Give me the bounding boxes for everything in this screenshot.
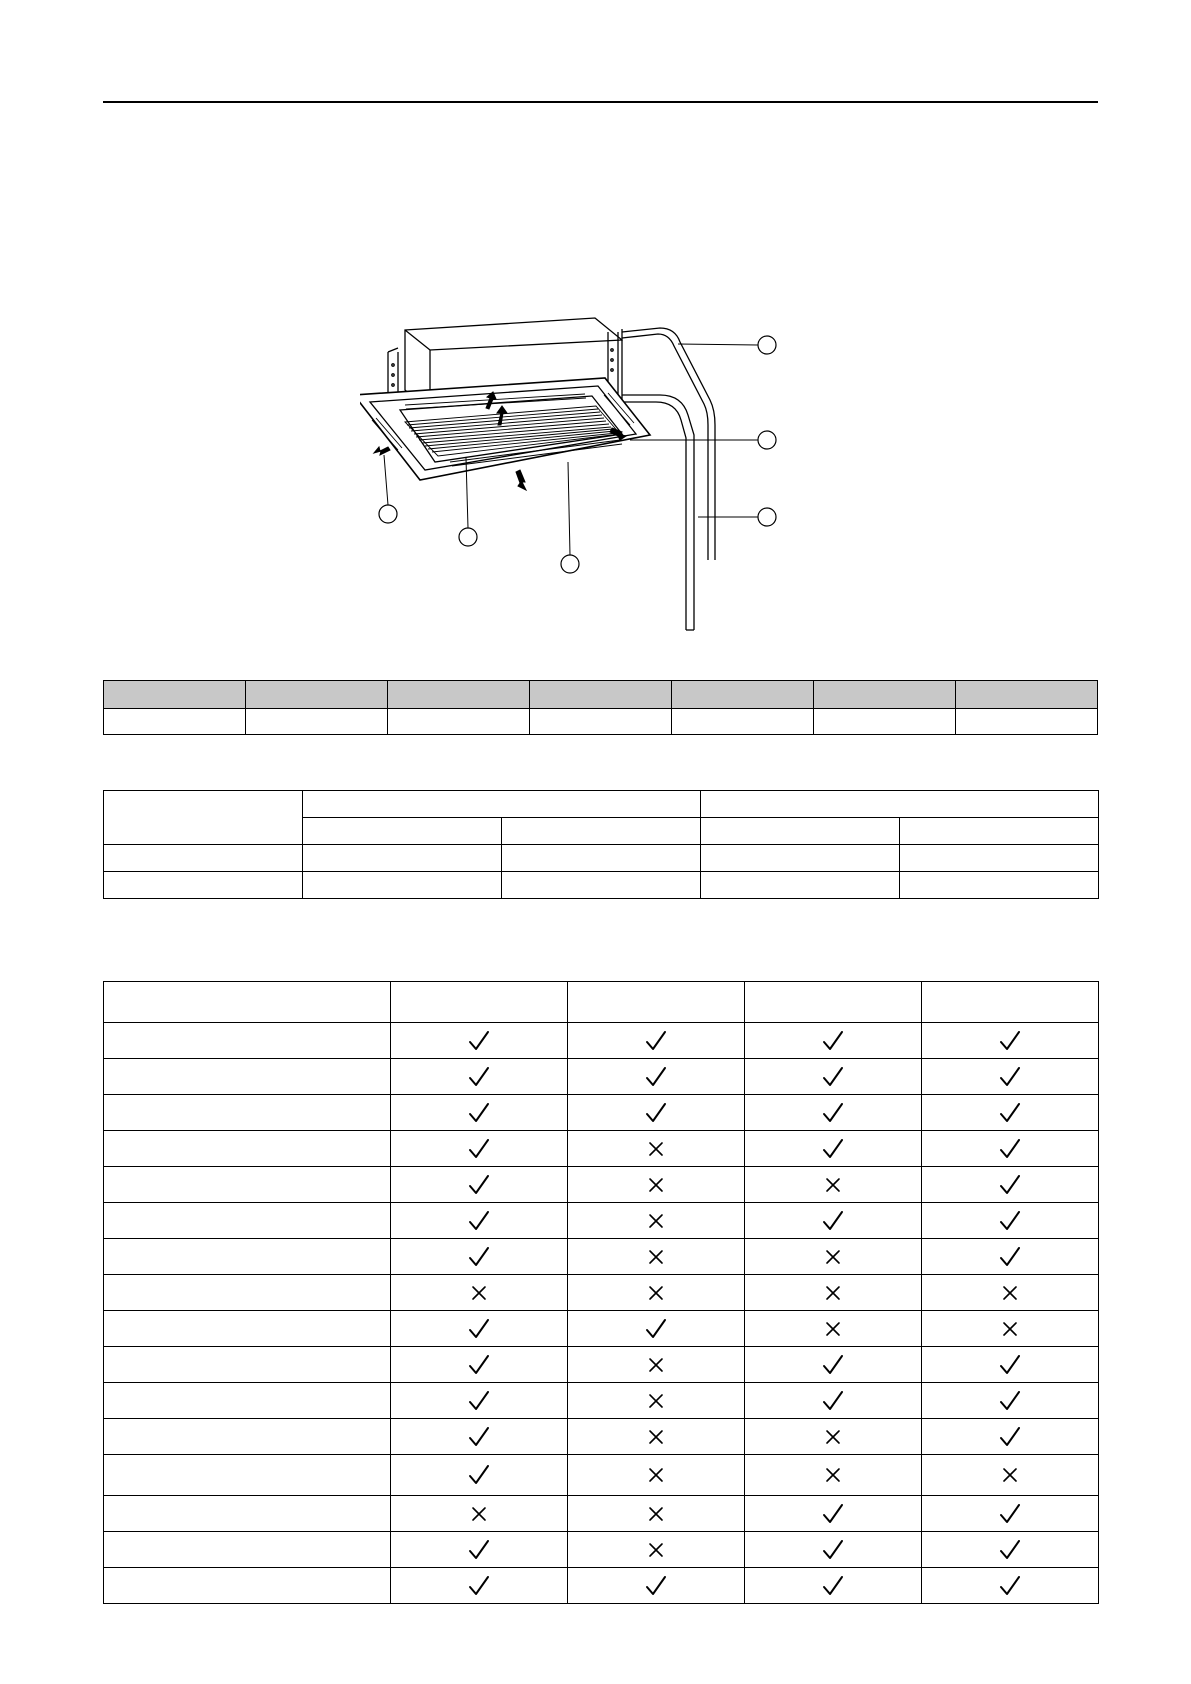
spec-header-cell	[246, 681, 388, 709]
check-cell	[745, 1131, 922, 1167]
cross-icon	[824, 1466, 842, 1484]
check-cell	[568, 1059, 745, 1095]
check-cell	[922, 1023, 1099, 1059]
cross-icon	[647, 1248, 665, 1266]
check-icon	[999, 1575, 1021, 1597]
check-cell	[745, 1532, 922, 1568]
check-icon	[468, 1102, 490, 1124]
check-icon	[999, 1354, 1021, 1376]
dimension-sub-cell	[303, 818, 502, 845]
check-icon	[822, 1030, 844, 1052]
check-icon	[468, 1464, 490, 1486]
callout-3	[758, 508, 776, 526]
check-cell	[391, 1203, 568, 1239]
check-cell	[745, 1568, 922, 1604]
spec-cell	[246, 709, 388, 735]
feature-header-cell	[104, 982, 391, 1023]
feature-row-label	[104, 1419, 391, 1455]
cross-cell	[568, 1239, 745, 1275]
check-cell	[922, 1347, 1099, 1383]
check-cell	[922, 1095, 1099, 1131]
spec-header-cell	[672, 681, 814, 709]
front-panel	[360, 378, 650, 480]
check-cell	[922, 1532, 1099, 1568]
check-icon	[645, 1575, 667, 1597]
cross-cell	[745, 1311, 922, 1347]
check-cell	[568, 1023, 745, 1059]
check-cell	[745, 1203, 922, 1239]
check-cell	[922, 1203, 1099, 1239]
check-icon	[999, 1246, 1021, 1268]
cross-cell	[568, 1455, 745, 1496]
cross-cell	[745, 1455, 922, 1496]
feature-table-row	[104, 1023, 1099, 1059]
check-icon	[468, 1390, 490, 1412]
check-cell	[745, 1095, 922, 1131]
dimension-table-row	[104, 872, 1099, 899]
dimension-table-row	[104, 845, 1099, 872]
check-icon	[645, 1030, 667, 1052]
check-icon	[999, 1102, 1021, 1124]
feature-row-label	[104, 1496, 391, 1532]
cross-cell	[745, 1167, 922, 1203]
feature-row-label	[104, 1532, 391, 1568]
feature-table-row	[104, 1275, 1099, 1311]
feature-table-row	[104, 1203, 1099, 1239]
callout-6	[561, 555, 579, 573]
cross-cell	[568, 1383, 745, 1419]
cross-cell	[745, 1239, 922, 1275]
feature-row-label	[104, 1455, 391, 1496]
dimension-sub-cell	[502, 818, 701, 845]
check-cell	[391, 1455, 568, 1496]
feature-row-label	[104, 1347, 391, 1383]
spec-header-cell	[104, 681, 246, 709]
spec-cell	[388, 709, 530, 735]
dimension-table-group-header	[104, 791, 1099, 818]
check-cell	[391, 1239, 568, 1275]
cross-icon	[647, 1466, 665, 1484]
check-cell	[922, 1568, 1099, 1604]
check-cell	[745, 1059, 922, 1095]
feature-table-row	[104, 1383, 1099, 1419]
cross-icon	[647, 1392, 665, 1410]
check-cell	[922, 1383, 1099, 1419]
check-cell	[922, 1496, 1099, 1532]
cross-cell	[922, 1275, 1099, 1311]
cross-icon	[824, 1248, 842, 1266]
feature-table-row	[104, 1239, 1099, 1275]
check-cell	[391, 1568, 568, 1604]
cross-cell	[568, 1347, 745, 1383]
dimension-table	[103, 790, 1099, 899]
check-icon	[468, 1138, 490, 1160]
cross-cell	[391, 1275, 568, 1311]
feature-row-label	[104, 1275, 391, 1311]
check-icon	[822, 1354, 844, 1376]
cross-icon	[647, 1505, 665, 1523]
feature-header-cell	[922, 982, 1099, 1023]
feature-row-label	[104, 1095, 391, 1131]
check-cell	[745, 1347, 922, 1383]
check-icon	[468, 1354, 490, 1376]
feature-header-cell	[568, 982, 745, 1023]
dimension-sub-cell	[701, 818, 900, 845]
cross-icon	[470, 1505, 488, 1523]
dimension-cell	[104, 845, 303, 872]
check-icon	[999, 1539, 1021, 1561]
spec-table-header	[104, 681, 1098, 709]
cross-icon	[647, 1212, 665, 1230]
feature-table-row	[104, 1311, 1099, 1347]
check-icon	[468, 1575, 490, 1597]
check-icon	[822, 1539, 844, 1561]
check-cell	[391, 1131, 568, 1167]
cross-icon	[824, 1428, 842, 1446]
feature-table-row	[104, 1455, 1099, 1496]
check-icon	[999, 1030, 1021, 1052]
feature-row-label	[104, 1203, 391, 1239]
spec-cell	[956, 709, 1098, 735]
spec-header-cell	[530, 681, 672, 709]
check-icon	[468, 1030, 490, 1052]
feature-row-label	[104, 1167, 391, 1203]
callout-5	[459, 528, 477, 546]
feature-table-row	[104, 1059, 1099, 1095]
check-cell	[391, 1419, 568, 1455]
callout-1	[758, 336, 776, 354]
check-cell	[745, 1383, 922, 1419]
check-icon	[645, 1066, 667, 1088]
spec-table	[103, 680, 1098, 735]
cross-icon	[647, 1541, 665, 1559]
callout-2	[758, 431, 776, 449]
cross-cell	[568, 1275, 745, 1311]
check-cell	[922, 1167, 1099, 1203]
check-icon	[999, 1503, 1021, 1525]
check-cell	[922, 1131, 1099, 1167]
dimension-sub-cell	[900, 818, 1099, 845]
dimension-cell	[900, 845, 1099, 872]
spec-header-cell	[388, 681, 530, 709]
feature-table-row	[104, 1131, 1099, 1167]
check-icon	[822, 1138, 844, 1160]
check-cell	[568, 1311, 745, 1347]
check-cell	[568, 1095, 745, 1131]
cross-cell	[568, 1419, 745, 1455]
check-icon	[468, 1066, 490, 1088]
check-icon	[999, 1390, 1021, 1412]
check-icon	[468, 1210, 490, 1232]
cross-icon	[1001, 1320, 1019, 1338]
check-cell	[922, 1239, 1099, 1275]
cross-cell	[568, 1167, 745, 1203]
cross-cell	[568, 1203, 745, 1239]
spec-table-row	[104, 709, 1098, 735]
check-icon	[822, 1575, 844, 1597]
spec-cell	[814, 709, 956, 735]
cross-icon	[647, 1140, 665, 1158]
feature-table-row	[104, 1347, 1099, 1383]
check-cell	[391, 1383, 568, 1419]
spec-cell	[530, 709, 672, 735]
check-cell	[391, 1311, 568, 1347]
cross-icon	[824, 1320, 842, 1338]
spec-cell	[672, 709, 814, 735]
cross-cell	[922, 1455, 1099, 1496]
check-icon	[822, 1390, 844, 1412]
feature-row-label	[104, 1131, 391, 1167]
dimension-group-cell	[701, 791, 1099, 818]
check-icon	[999, 1426, 1021, 1448]
cross-cell	[568, 1532, 745, 1568]
cross-icon	[470, 1284, 488, 1302]
check-icon	[822, 1102, 844, 1124]
cross-cell	[391, 1496, 568, 1532]
cross-cell	[568, 1131, 745, 1167]
feature-table-row	[104, 1419, 1099, 1455]
check-icon	[822, 1210, 844, 1232]
dimension-corner-cell	[104, 791, 303, 845]
cross-icon	[647, 1356, 665, 1374]
feature-row-label	[104, 1059, 391, 1095]
refrigerant-pipe	[622, 328, 715, 560]
check-icon	[822, 1066, 844, 1088]
check-icon	[999, 1138, 1021, 1160]
check-cell	[391, 1095, 568, 1131]
check-cell	[922, 1419, 1099, 1455]
cross-icon	[1001, 1284, 1019, 1302]
dimension-cell	[701, 845, 900, 872]
cross-icon	[647, 1176, 665, 1194]
callout-4	[379, 505, 397, 523]
feature-table-row	[104, 1532, 1099, 1568]
spec-header-cell	[814, 681, 956, 709]
feature-table-row	[104, 1568, 1099, 1604]
check-icon	[468, 1426, 490, 1448]
feature-row-label	[104, 1239, 391, 1275]
dimension-cell	[900, 872, 1099, 899]
dimension-cell	[303, 872, 502, 899]
cross-icon	[647, 1284, 665, 1302]
feature-row-label	[104, 1023, 391, 1059]
check-icon	[999, 1174, 1021, 1196]
dimension-cell	[701, 872, 900, 899]
check-cell	[391, 1167, 568, 1203]
dimension-cell	[104, 872, 303, 899]
check-icon	[645, 1318, 667, 1340]
feature-row-label	[104, 1311, 391, 1347]
feature-table-row	[104, 1095, 1099, 1131]
dimension-cell	[303, 845, 502, 872]
check-icon	[468, 1174, 490, 1196]
cross-icon	[824, 1176, 842, 1194]
check-cell	[391, 1532, 568, 1568]
cross-cell	[922, 1311, 1099, 1347]
check-cell	[745, 1023, 922, 1059]
check-cell	[745, 1496, 922, 1532]
check-cell	[391, 1023, 568, 1059]
check-icon	[999, 1066, 1021, 1088]
dimension-group-cell	[303, 791, 701, 818]
check-icon	[468, 1539, 490, 1561]
header-rule	[103, 101, 1098, 103]
check-cell	[568, 1568, 745, 1604]
dimension-cell	[502, 845, 701, 872]
feature-table-row	[104, 1167, 1099, 1203]
cross-cell	[568, 1496, 745, 1532]
cross-icon	[824, 1284, 842, 1302]
cross-icon	[647, 1428, 665, 1446]
cross-cell	[745, 1419, 922, 1455]
spec-cell	[104, 709, 246, 735]
check-cell	[922, 1059, 1099, 1095]
spec-header-cell	[956, 681, 1098, 709]
check-icon	[822, 1503, 844, 1525]
check-cell	[391, 1347, 568, 1383]
feature-table	[103, 981, 1099, 1604]
feature-table-row	[104, 1496, 1099, 1532]
check-icon	[468, 1318, 490, 1340]
check-icon	[468, 1246, 490, 1268]
cross-cell	[745, 1275, 922, 1311]
check-cell	[391, 1059, 568, 1095]
feature-row-label	[104, 1568, 391, 1604]
feature-row-label	[104, 1383, 391, 1419]
cassette-unit-diagram	[360, 310, 860, 650]
cross-icon	[1001, 1466, 1019, 1484]
check-icon	[645, 1102, 667, 1124]
feature-table-header	[104, 982, 1099, 1023]
check-icon	[999, 1210, 1021, 1232]
dimension-cell	[502, 872, 701, 899]
feature-header-cell	[745, 982, 922, 1023]
feature-header-cell	[391, 982, 568, 1023]
